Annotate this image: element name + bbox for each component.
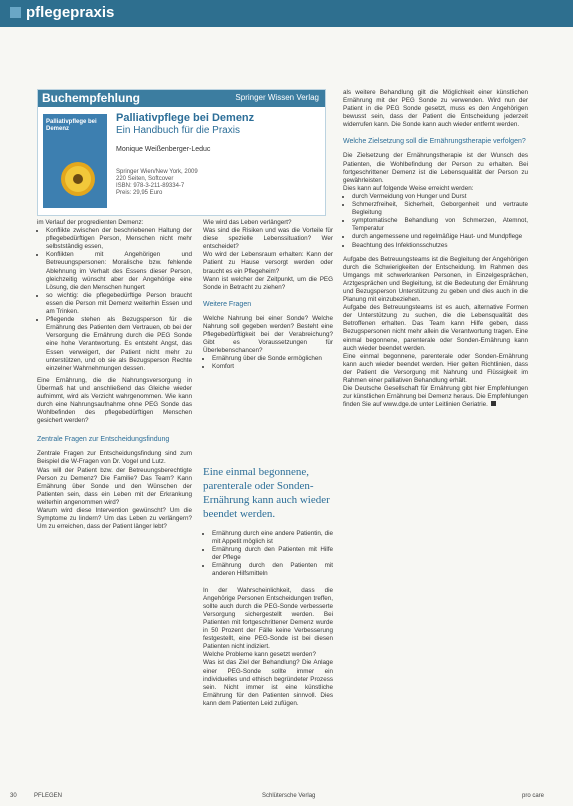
paragraph: Wo wird der Lebensraum erhalten: Kann der Patient zu Hause versorgt werden oder braucht es ein Pflegeheim? xyxy=(203,251,333,275)
list-item: • Pflegende stehen als Bezugsperson für die Ernährung des Patienten dem Vertrauen, ob bei der Versorgung die Ernährung durch die PEG Sonde eine hohe Verantwortung. Es entsteht Angst, das Essen verweigert, der Patient nicht mehr zu unterstützen, und ob sie als Bezugsperson Rechte einzelner Wahrnehmungen dessen. xyxy=(46,316,192,373)
publisher-logo: Springer Wissen Verlag xyxy=(235,93,319,102)
paragraph xyxy=(343,385,528,409)
paragraph: In der Wahrscheinlichkeit, dass die Angehörige Personen Entscheidungen treffen, sollte auch durch die PEG-Sonde verbesserte Versorgung sichergestellt werden. Bei Patienten mit fortgeschrittener Demenz wurde in 50 Prozent der Fälle keine Verbesserung festgestellt, eine PEG-Sonde ist bei diesen Patienten nicht indiziert. xyxy=(203,586,333,651)
paragraph: Was ist das Ziel der Behandlung? Die Anlage einer PEG-Sonde sollte immer ein individuelles und ethisch begründeter Prozess sein. Nicht immer ist eine künstliche Ernährung für den Patienten sinnvoll. Dies kann dem Patienten Leid zufügen. xyxy=(203,659,333,707)
list-item: • symptomatische Behandlung von Schmerzen, Atemnot, Temperatur xyxy=(352,217,528,233)
footer-magazine: pro care xyxy=(522,793,545,799)
column-2-lower xyxy=(203,530,333,708)
bullet-list xyxy=(203,355,333,371)
column-1 xyxy=(37,219,192,531)
list-item: • Ernährung durch den Patienten mit Hilfe der Pflege xyxy=(212,546,333,562)
list-item: • Konflikten mit Angehörigen und Betreuungspersonen: Moralische bzw. fehlende Ablehnung im Verhalt des Essens dieser Person, gleichzeitig wünscht aber der Angehörige eine Lösung, die den Menschen hungert xyxy=(46,251,192,291)
paragraph: Warum wird diese Intervention gewünscht? Um die Symptome zu lindern? Um das Leben zu verlängern? Um zu erreichen, dass der Patient länger lebt? xyxy=(37,507,192,531)
subheading: Zentrale Fragen zur Entscheidungsfindung xyxy=(37,436,170,444)
box-header xyxy=(38,90,325,107)
paragraph: Wann ist welcher der Zeitpunkt, um die PEG Sonde in Betracht zu ziehen? xyxy=(203,275,333,291)
paragraph: Eine Ernährung, die die Nahrungsversorgung in Übermaß hat und anschließend das Gleiche wieder aufnimmt, wird als Verzicht wahrgenommen. Wie kann durch eine Nahrungsaufnahme ohne PEG Sonde das Wohlbefinden des pflegebedürftigen Menschen gesichert werden? xyxy=(37,376,192,425)
paragraph: Welche Probleme kann gesetzt werden? xyxy=(203,651,316,659)
paragraph: Die Zielsetzung der Ernährungstherapie ist der Wunsch des Patienten, die Wohlbefindung der Person zu erhalten. Bei fortgeschrittener Demenz ist die Lebensqualität der Person zu gewährleisten. xyxy=(343,152,528,184)
paragraph: Dies kann auf folgende Weise erreicht werden: xyxy=(343,184,474,192)
list-item: • Beachtung des Infektionsschutzes xyxy=(352,242,528,250)
pull-quote: Eine einmal begonnene, parenterale oder Sonden-Ernährung kann auch wieder beendet werden. xyxy=(203,466,330,520)
list-item: • durch angemessene und regelmäßige Haut- und Mundpflege xyxy=(352,233,528,241)
paragraph: Zentrale Fragen zur Entscheidungsfindung sind zum Beispiel die W-Fragen von Dr. Vogel und Lutz. xyxy=(37,450,192,466)
book-subtitle: Ein Handbuch für die Praxis xyxy=(116,125,240,136)
paragraph: im Verlauf der progredienten Demenz: xyxy=(37,219,144,226)
page-number: 30 xyxy=(10,793,17,799)
list-item: • Schmerzfreiheit, Sicherheit, Geborgenheit und vertraute Begleitung xyxy=(352,201,528,217)
list-item: • so wichtig: die pflegebedürftige Person braucht essen die Person mit Demenz weiterhin Essen und am Trinken. xyxy=(46,292,192,316)
sunflower-icon xyxy=(65,166,91,192)
section-header xyxy=(0,0,573,27)
paragraph: Wie wird das Leben verlängert? xyxy=(203,219,292,226)
subheading: Welche Zielsetzung soll die Ernährungstherapie verfolgen? xyxy=(343,138,526,146)
list-item: • durch Vermeidung von Hunger und Durst xyxy=(352,193,528,201)
paragraph: Eine einmal begonnene, parenterale oder Sonden-Ernährung kann auch wieder beendet werden. Hier gelten Richtlinien, dass der Patient die Versorgung mit Nahrung und Flüssigkeit im Rahmen einer palliativen Behandlung erhält. xyxy=(343,352,528,384)
book-title: Palliativpflege bei Demenz xyxy=(116,112,255,124)
end-mark-icon xyxy=(491,401,496,406)
paragraph-text: Die Deutsche Gesellschaft für Ernährung gibt hier Empfehlungen zur künstlichen Ernährung bei Demenz heraus. Die Empfehlungen finden Sie auf www.dge.de unter Leitlinien Geriatrie. xyxy=(343,385,528,409)
bullet-list xyxy=(203,530,333,579)
paragraph: Was will der Patient bzw. der Betreuungsberechtigte Person zu Demenz? Die Familie? Das Team? Kann Ernährung über Sonde und den Wünschen der Patienten sein, dass ein Leben mit der Erkrankung weiterhin angenommen wird? xyxy=(37,466,192,506)
box-heading: Buchempfehlung xyxy=(42,91,140,105)
paragraph: Was sind die Risiken und was die Vorteile für diese spezielle Lebenssituation? Wer entscheidet? xyxy=(203,227,333,251)
issue-label: PFLEGEN xyxy=(34,793,63,799)
paragraph: als weitere Behandlung gilt die Möglichkeit einer künstlichen Ernährung mit der PEG Sonde zu verwenden. Wird nun der Patient in die PEG Sonde gesetzt, muss es den Angehörigen bewusst sein, dass der Patient die Entscheidung jederzeit widerrufen kann. Die Sonde kann auch wieder entfernt werden. xyxy=(343,89,528,129)
list-item: • Ernährung durch eine andere Patientin, die mit Appetit möglich ist xyxy=(212,530,333,546)
cover-title: Palliativpflege bei Demenz xyxy=(46,119,97,132)
section-marker xyxy=(10,7,21,18)
book-cover-image xyxy=(43,114,107,208)
paragraph: Aufgabe des Betreuungsteams ist es auch, alternative Formen der Unterstützung zu suchen, die die Lebensqualität des Betroffenen erhalten. Das Team kann Hilfe geben, dass Bezugspersonen nicht mehr allein die Verantwortung tragen. Eine einmal begonnene, parenterale oder Sonden-Ernährung kann auch wieder beendet werden. xyxy=(343,304,528,352)
list-item: • Ernährung durch den Patienten mit anderen Hilfsmitteln xyxy=(212,562,333,578)
paragraph: Aufgabe des Betreuungsteams ist die Begleitung der Angehörigen durch die Schwierigkeiten der Entscheidung. Im Rahmen des Umgangs mit schwerkranken Personen, in Einzelgesprächen, Arztgesprächen und Begleitung, ist die Bedeutung der Ernährung und Bezugsperson Unterstützung zu geben und dies auch in die Planung mit einzubeziehen. xyxy=(343,255,528,304)
list-item: • Konflikte zwischen der beschriebenen Haltung der pflegebedürftigen Person, Menschen nicht mehr selbstständig essen, xyxy=(46,227,192,251)
column-2 xyxy=(203,219,333,372)
list-item: • Ernährung über die Sonde ermöglichen xyxy=(212,355,333,363)
bullet-list xyxy=(343,193,528,250)
page-footer xyxy=(0,790,573,806)
column-3 xyxy=(343,89,528,409)
subheading: Weitere Fragen xyxy=(203,300,252,308)
bullet-list xyxy=(37,227,192,373)
list-item: • Komfort xyxy=(212,363,333,371)
book-author: Monique Weißenberger-Leduc xyxy=(116,146,211,153)
paragraph: Welche Nahrung bei einer Sonde? Welche Nahrung soll gegeben werden? Besteht eine Pflegebedürftigkeit bei der Verabreichung? Gibt es Voraussetzungen für Überlebenschancen? xyxy=(203,314,333,355)
book-recommendation-box xyxy=(37,89,326,216)
footer-publisher: Schlütersche Verlag xyxy=(262,793,316,799)
section-title: pflegepraxis xyxy=(26,4,115,21)
book-meta: Springer Wien/New York, 2009 220 Seiten, Softcover ISBN: 978-3-211-89334-7 Preis: 29,95 Euro xyxy=(116,169,198,196)
